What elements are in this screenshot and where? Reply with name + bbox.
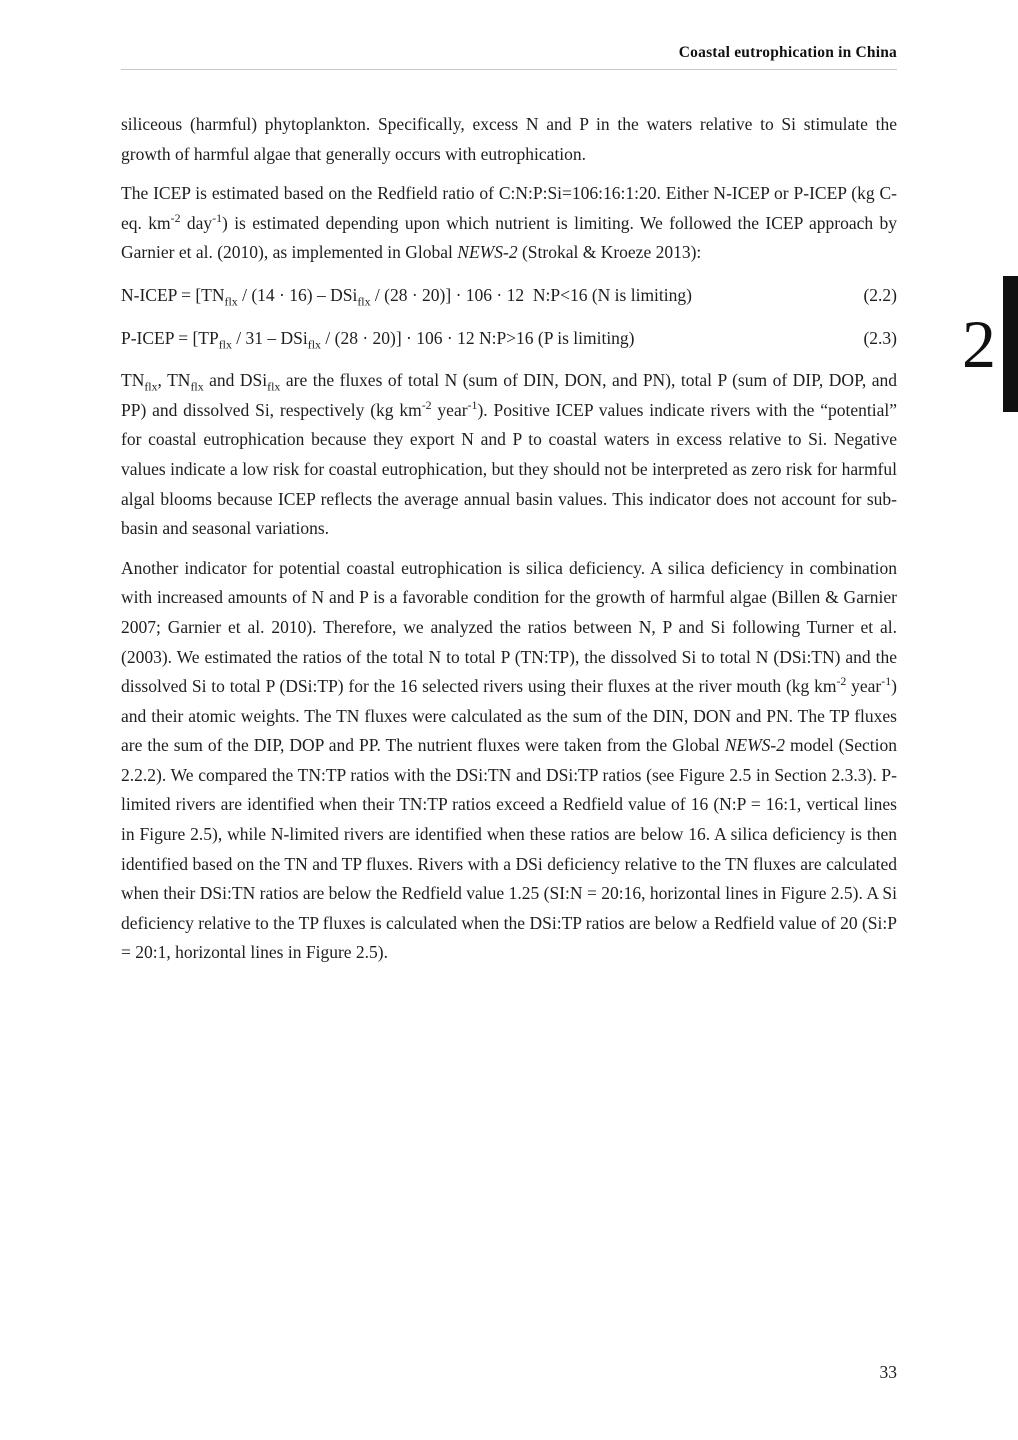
chapter-number: 2 xyxy=(962,306,996,382)
equation-p-icep xyxy=(121,324,897,354)
header-rule xyxy=(121,69,897,70)
equation-n-icep-number: (2.2) xyxy=(863,284,897,305)
page-body xyxy=(121,110,897,968)
paragraph-icep-method: The ICEP is estimated based on the Redfield ratio of C:N:P:Si=106:16:1:20. Either N-ICEP or P-ICEP (kg C-eq. $km^{-2}$ day$^{-1}$) is estimated depending upon which nutrient is limiting. We followed the ICEP approach by Garnier et al. (2010), as implemented in Global NEWS-2 (Strokal & Kroeze 2013): xyxy=(121,183,897,263)
chapter-tab xyxy=(962,276,1018,412)
running-header-title: Coastal eutrophication in China xyxy=(678,44,897,61)
page-number: 33 xyxy=(879,1362,897,1382)
equation-p-icep-number: (2.3) xyxy=(863,327,897,348)
paragraph-flux-definitions: $TN_{flx}$, $TN_{flx}$ and DSi$_{flx}$ are the fluxes of total N (sum of DIN, DON, and PN), total P (sum of DIP, DOP, and PP) and dissolved Si, respectively (kg $km^{-2}$ year$^{-1}$). Positive ICEP values indicate rivers with the “potential” for coastal eutrophication because they export N and P to coastal waters in excess relative to Si. Negative values indicate a low risk for coastal eutrophication, but they should not be interpreted as zero risk for harmful algal blooms because ICEP reflects the average annual basin values. This indicator does not account for sub-basin and seasonal variations. xyxy=(121,370,897,539)
paragraph-intro: siliceous (harmful) phytoplankton. Specifically, excess N and P in the waters relative to Si stimulate the growth of harmful algae that generally occurs with eutrophication. xyxy=(121,114,897,164)
equation-n-icep xyxy=(121,281,897,311)
equation-n-icep-body: N-ICEP = $[TN_{flx} / (14 \cdot 16) - DSi_{flx} / (28 \cdot 20)] \cdot 106 \cdot 12$ N:P<16 (N is limiting) xyxy=(121,284,692,309)
paragraph-silica-deficiency: Another indicator for potential coastal eutrophication is silica deficiency. A silica deficiency in combination with increased amounts of N and P is a favorable condition for the growth of harmful algae (Billen & Garnier 2007; Garnier et al. 2010). Therefore, we analyzed the ratios between N, P and Si following Turner et al. (2003). We estimated the ratios of the total N to total P (TN:TP), the dissolved Si to total N (DSi:TN) and the dissolved Si to total P (DSi:TP) for the 16 selected rivers using their fluxes at the river mouth (kg $km^{-2}$ year$^{-1}$) and their atomic weights. The TN fluxes were calculated as the sum of the DIN, DON and PN. The TP fluxes are the sum of the DIP, DOP and PP. The nutrient fluxes were taken from the Global NEWS-2 model (Section 2.2.2). We compared the TN:TP ratios with the DSi:TN and DSi:TP ratios (see Figure 2.5 in Section 2.3.3). P-limited rivers are identified when their TN:TP ratios exceed a Redfield value of 16 (N:P = 16:1, vertical lines in Figure 2.5), while N-limited rivers are identified when these ratios are below 16. A silica deficiency is then identified based on the TN and TP fluxes. Rivers with a DSi deficiency relative to the TN fluxes are calculated when their DSi:TN ratios are below the Redfield value 1.25 (SI:N = 20:16, horizontal lines in Figure 2.5). A Si deficiency relative to the TP fluxes is calculated when the DSi:TP ratios are below a Redfield value of 20 (Si:P = 20:1, horizontal lines in Figure 2.5). xyxy=(121,557,898,963)
equation-p-icep-body: P-ICEP = $[TP_{flx} / 31 - DSi_{flx} / (28 \cdot 20)] \cdot 106 \cdot 12$ N:P>16 (P is limiting) xyxy=(121,327,635,352)
chapter-tab-bar xyxy=(1003,276,1018,412)
page-header xyxy=(121,44,897,70)
page-footer xyxy=(880,1362,898,1383)
